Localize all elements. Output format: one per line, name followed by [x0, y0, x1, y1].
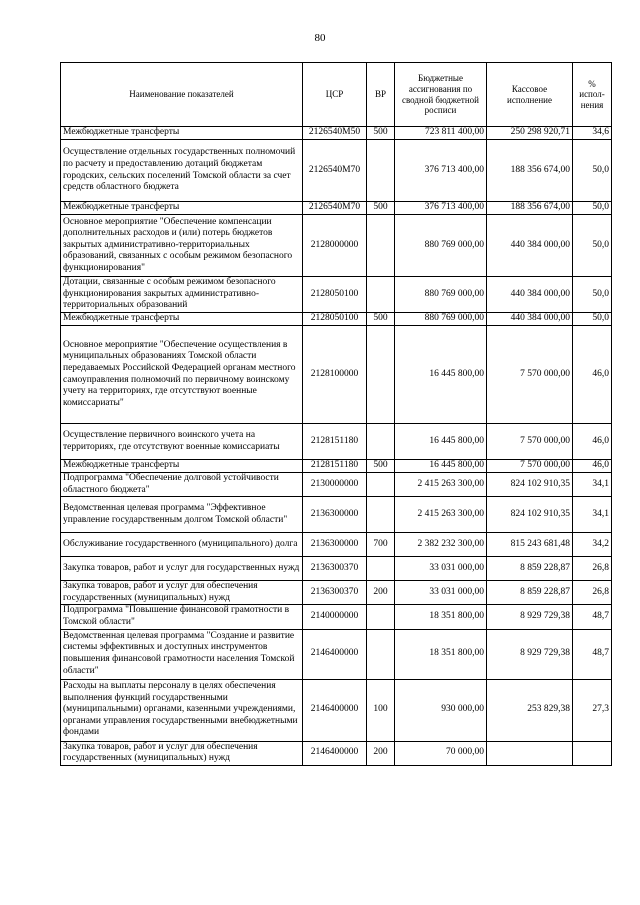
cell-assigned: 18 351 800,00 — [395, 605, 487, 629]
cell-name: Межбюджетные трансферты — [61, 127, 303, 140]
cell-cash: 815 243 681,48 — [487, 533, 573, 557]
table-row — [61, 277, 612, 313]
budget-table — [60, 62, 612, 766]
cell-vr — [367, 326, 395, 424]
cell-csr: 2126540M50 — [303, 127, 367, 140]
cell-vr — [367, 629, 395, 679]
cell-percent: 34,1 — [573, 473, 612, 497]
cell-percent: 50,0 — [573, 313, 612, 326]
cell-assigned: 33 031 000,00 — [395, 557, 487, 581]
cell-csr: 2128050100 — [303, 277, 367, 313]
table-row — [61, 629, 612, 679]
cell-assigned: 2 415 263 300,00 — [395, 497, 487, 533]
cell-percent: 34,2 — [573, 533, 612, 557]
cell-assigned: 16 445 800,00 — [395, 326, 487, 424]
table-row — [61, 473, 612, 497]
cell-name: Межбюджетные трансферты — [61, 313, 303, 326]
cell-assigned: 2 415 263 300,00 — [395, 473, 487, 497]
table-row — [61, 581, 612, 605]
table-row — [61, 202, 612, 215]
cell-name: Закупка товаров, работ и услуг для обеспечения государственных (муниципальных) нужд — [61, 581, 303, 605]
cell-assigned: 70 000,00 — [395, 741, 487, 765]
cell-csr: 2128151180 — [303, 424, 367, 460]
cell-cash — [487, 741, 573, 765]
cell-percent: 46,0 — [573, 460, 612, 473]
cell-vr: 500 — [367, 202, 395, 215]
cell-name: Осуществление первичного воинского учета на территориях, где отсутствуют военные комиссариаты — [61, 424, 303, 460]
cell-csr: 2136300000 — [303, 533, 367, 557]
cell-name: Основное мероприятие "Обеспечение компенсации дополнительных расходов и (или) потерь бюджетов закрытых административно-территориальных образований, связанных с особым режимом безопасного функционирования" — [61, 215, 303, 277]
cell-cash: 440 384 000,00 — [487, 313, 573, 326]
cell-csr: 2136300370 — [303, 557, 367, 581]
cell-name: Ведомственная целевая программа "Создание и развитие системы эффективных и доступных инструментов повышения финансовой грамотности населения Томской области" — [61, 629, 303, 679]
cell-percent: 46,0 — [573, 326, 612, 424]
table-row — [61, 326, 612, 424]
cell-percent: 48,7 — [573, 605, 612, 629]
cell-name: Подпрограмма "Повышение финансовой грамотности в Томской области" — [61, 605, 303, 629]
cell-vr — [367, 497, 395, 533]
header-assigned: Бюджетные ассигнования по сводной бюджетной росписи — [395, 63, 487, 127]
table-row — [61, 215, 612, 277]
cell-name: Подпрограмма "Обеспечение долговой устойчивости областного бюджета" — [61, 473, 303, 497]
cell-vr — [367, 140, 395, 202]
cell-percent: 48,7 — [573, 629, 612, 679]
cell-name: Межбюджетные трансферты — [61, 460, 303, 473]
cell-cash: 440 384 000,00 — [487, 277, 573, 313]
cell-csr: 2136300370 — [303, 581, 367, 605]
cell-cash: 8 929 729,38 — [487, 605, 573, 629]
cell-csr: 2128151180 — [303, 460, 367, 473]
cell-cash: 8 859 228,87 — [487, 581, 573, 605]
cell-vr: 700 — [367, 533, 395, 557]
cell-cash: 7 570 000,00 — [487, 326, 573, 424]
cell-assigned: 376 713 400,00 — [395, 140, 487, 202]
header-name: Наименование показателей — [61, 63, 303, 127]
cell-vr: 200 — [367, 581, 395, 605]
cell-name: Ведомственная целевая программа "Эффективное управление государственным долгом Томской области" — [61, 497, 303, 533]
cell-vr: 200 — [367, 741, 395, 765]
cell-assigned: 930 000,00 — [395, 679, 487, 741]
cell-vr: 500 — [367, 313, 395, 326]
table-header-row — [61, 63, 612, 127]
cell-vr: 100 — [367, 679, 395, 741]
cell-csr: 2128100000 — [303, 326, 367, 424]
cell-percent: 50,0 — [573, 215, 612, 277]
cell-csr: 2130000000 — [303, 473, 367, 497]
cell-vr — [367, 215, 395, 277]
cell-assigned: 2 382 232 300,00 — [395, 533, 487, 557]
cell-assigned: 18 351 800,00 — [395, 629, 487, 679]
cell-name: Обслуживание государственного (муниципального) долга — [61, 533, 303, 557]
cell-csr: 2128050100 — [303, 313, 367, 326]
table-row — [61, 313, 612, 326]
page-number: 80 — [314, 32, 326, 44]
cell-vr — [367, 605, 395, 629]
cell-vr — [367, 424, 395, 460]
table-row — [61, 557, 612, 581]
table-row — [61, 533, 612, 557]
table-row — [61, 127, 612, 140]
cell-percent: 34,6 — [573, 127, 612, 140]
cell-csr: 2126540M70 — [303, 140, 367, 202]
cell-assigned: 376 713 400,00 — [395, 202, 487, 215]
cell-percent: 27,3 — [573, 679, 612, 741]
cell-csr: 2128000000 — [303, 215, 367, 277]
cell-cash: 250 298 920,71 — [487, 127, 573, 140]
cell-assigned: 880 769 000,00 — [395, 277, 487, 313]
header-vr: ВР — [367, 63, 395, 127]
cell-assigned: 33 031 000,00 — [395, 581, 487, 605]
cell-cash: 440 384 000,00 — [487, 215, 573, 277]
cell-cash: 8 859 228,87 — [487, 557, 573, 581]
cell-name: Закупка товаров, работ и услуг для государственных нужд — [61, 557, 303, 581]
cell-name: Осуществление отдельных государственных полномочий по расчету и предоставлению дотаций бюджетам городских, сельских поселений Томской области за счет средств областного бюджета — [61, 140, 303, 202]
cell-csr: 2126540M70 — [303, 202, 367, 215]
header-cash: Кассовое исполнение — [487, 63, 573, 127]
cell-cash: 188 356 674,00 — [487, 140, 573, 202]
cell-name: Закупка товаров, работ и услуг для обеспечения государственных (муниципальных) нужд — [61, 741, 303, 765]
cell-percent: 34,1 — [573, 497, 612, 533]
cell-assigned: 880 769 000,00 — [395, 313, 487, 326]
table-row — [61, 140, 612, 202]
cell-vr — [367, 473, 395, 497]
cell-vr: 500 — [367, 127, 395, 140]
cell-cash: 253 829,38 — [487, 679, 573, 741]
cell-cash: 188 356 674,00 — [487, 202, 573, 215]
table-row — [61, 460, 612, 473]
cell-vr — [367, 557, 395, 581]
cell-csr: 2146400000 — [303, 629, 367, 679]
table-row — [61, 424, 612, 460]
table-row — [61, 497, 612, 533]
cell-cash: 7 570 000,00 — [487, 460, 573, 473]
cell-percent — [573, 741, 612, 765]
cell-assigned: 16 445 800,00 — [395, 460, 487, 473]
table-row — [61, 605, 612, 629]
cell-name: Расходы на выплаты персоналу в целях обеспечения выполнения функций государственными (муниципальными) органами, казенными учреждениями, органами управления государственными внебюджетными фондами — [61, 679, 303, 741]
cell-name: Дотации, связанные с особым режимом безопасного функционирования закрытых административно-территориальных образований — [61, 277, 303, 313]
cell-cash: 7 570 000,00 — [487, 424, 573, 460]
cell-csr: 2146400000 — [303, 741, 367, 765]
cell-cash: 824 102 910,35 — [487, 473, 573, 497]
cell-percent: 50,0 — [573, 202, 612, 215]
cell-assigned: 16 445 800,00 — [395, 424, 487, 460]
cell-name: Основное мероприятие "Обеспечение осуществления в муниципальных образованиях Томской области передаваемых Российской Федерацией органам местного самоуправления полномочий по первичному воинскому учету на территориях, где отсутствуют военные комиссариаты" — [61, 326, 303, 424]
cell-cash: 824 102 910,35 — [487, 497, 573, 533]
cell-percent: 26,8 — [573, 581, 612, 605]
cell-vr — [367, 277, 395, 313]
cell-cash: 8 929 729,38 — [487, 629, 573, 679]
cell-assigned: 880 769 000,00 — [395, 215, 487, 277]
cell-percent: 46,0 — [573, 424, 612, 460]
cell-name: Межбюджетные трансферты — [61, 202, 303, 215]
header-percent: % испол-нения — [573, 63, 612, 127]
cell-vr: 500 — [367, 460, 395, 473]
cell-percent: 26,8 — [573, 557, 612, 581]
cell-assigned: 723 811 400,00 — [395, 127, 487, 140]
cell-csr: 2146400000 — [303, 679, 367, 741]
cell-csr: 2136300000 — [303, 497, 367, 533]
table-row — [61, 741, 612, 765]
cell-percent: 50,0 — [573, 277, 612, 313]
header-csr: ЦСР — [303, 63, 367, 127]
cell-percent: 50,0 — [573, 140, 612, 202]
cell-csr: 2140000000 — [303, 605, 367, 629]
table-row — [61, 679, 612, 741]
